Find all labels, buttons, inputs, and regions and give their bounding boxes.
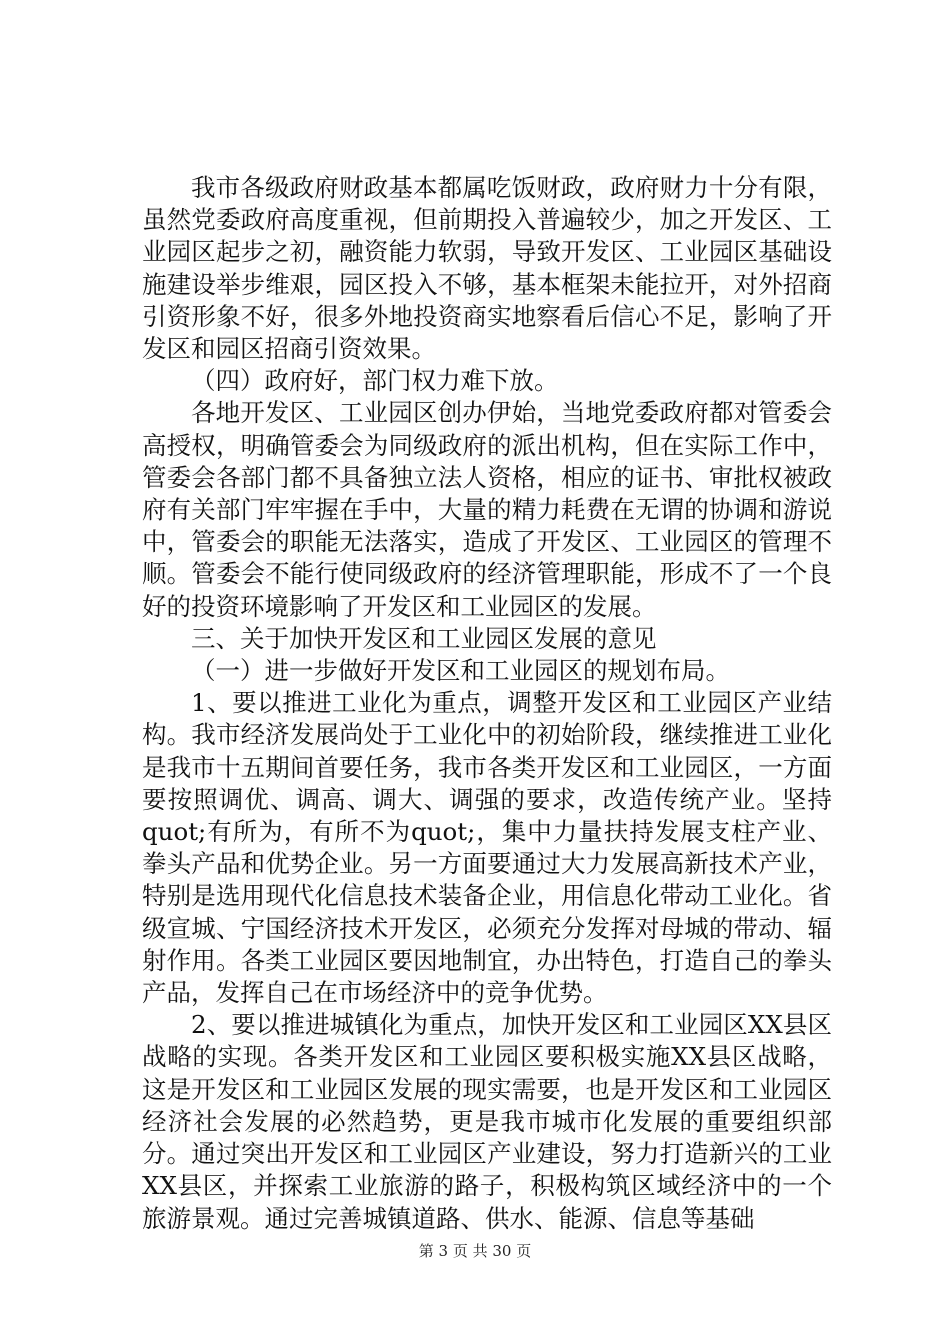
document-body bbox=[142, 172, 832, 1235]
section-heading: （四）政府好，部门权力难下放。 bbox=[191, 366, 559, 396]
paragraph: 各地开发区、工业园区创办伊始，当地党委政府都对管委会高授权，明确管委会为同级政府的派出机构，但在实际工作中，管委会各部门都不具备独立法人资格，相应的证书、审批权被政府有关部门牢牢握在手中，大量的精力耗费在无谓的协调和游说中，管委会的职能无法落实，造成了开发区、工业园区的管理不顺。管委会不能行使同级政府的经济管理职能，形成不了一个良好的投资环境影响了开发区和工业园区的发展。 bbox=[142, 398, 832, 621]
section-heading: 三、关于加快开发区和工业园区发展的意见 bbox=[191, 623, 657, 653]
page-number-footer: 第 3 页 共 30 页 bbox=[418, 1242, 532, 1260]
paragraph: 2、要以推进城镇化为重点，加快开发区和工业园区XX县区战略的实现。各类开发区和工业园区要积极实施XX县区战略，这是开发区和工业园区发展的现实需要，也是开发区和工业园区经济社会发展的必然趋势，更是我市城市化发展的重要组织部分。通过突出开发区和工业园区产业建设，努力打造新兴的工业XX县区，并探索工业旅游的路子，积极构筑区域经济中的一个旅游景观。通过完善城镇道路、供水、能源、信息等基础 bbox=[142, 1010, 832, 1233]
section-heading: （一）进一步做好开发区和工业园区的规划布局。 bbox=[191, 656, 730, 686]
paragraph: 我市各级政府财政基本都属吃饭财政，政府财力十分有限，虽然党委政府高度重视，但前期投入普遍较少，加之开发区、工业园区起步之初，融资能力软弱，导致开发区、工业园区基础设施建设举步维艰，园区投入不够，基本框架未能拉开，对外招商引资形象不好，很多外地投资商实地察看后信心不足，影响了开发区和园区招商引资效果。 bbox=[142, 173, 832, 364]
paragraph: 1、要以推进工业化为重点，调整开发区和工业园区产业结构。我市经济发展尚处于工业化中的初始阶段，继续推进工业化是我市十五期间首要任务，我市各类开发区和工业园区，一方面要按照调优、调高、调大、调强的要求，改造传统产业。坚持quot;有所为，有所不为quot;，集中力量扶持发展支柱产业、拳头产品和优势企业。另一方面要通过大力发展高新技术产业，特别是选用现代化信息技术装备企业，用信息化带动工业化。省级宣城、宁国经济技术开发区，必须充分发挥对母城的带动、辐射作用。各类工业园区要因地制宜，办出特色，打造自己的拳头产品，发挥自己在市场经济中的竞争优势。 bbox=[142, 688, 832, 1008]
